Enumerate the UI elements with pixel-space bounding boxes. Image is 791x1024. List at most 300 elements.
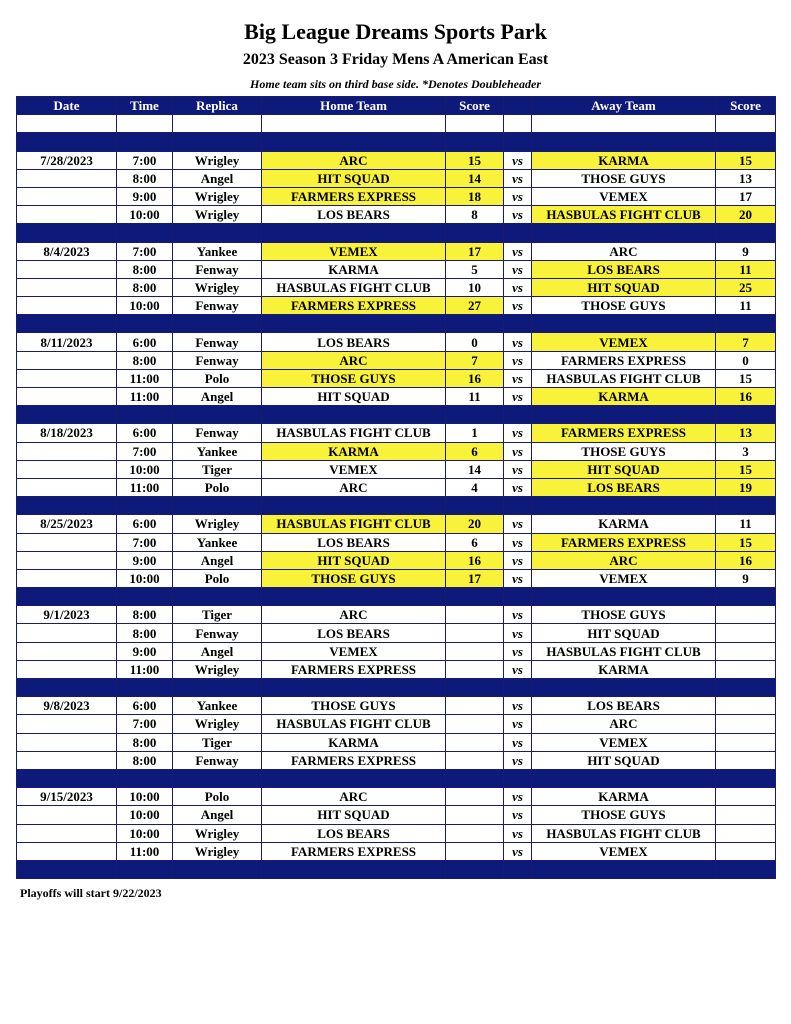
blank-cell: [446, 115, 504, 133]
game-field: Fenway: [173, 333, 262, 351]
home-team: ARC: [262, 788, 446, 806]
vs-label: vs: [504, 515, 532, 533]
game-row: [17, 842, 776, 860]
home-team: ARC: [262, 151, 446, 169]
separator-cell: [716, 315, 776, 333]
home-team: VEMEX: [262, 460, 446, 478]
game-date: [17, 806, 117, 824]
vs-label: vs: [504, 806, 532, 824]
vs-label: vs: [504, 788, 532, 806]
week-separator: [17, 497, 776, 515]
away-score: 11: [716, 515, 776, 533]
game-row: [17, 515, 776, 533]
separator-cell: [117, 588, 173, 606]
game-time: 8:00: [117, 606, 173, 624]
game-time: 8:00: [117, 169, 173, 187]
away-score: 20: [716, 206, 776, 224]
separator-cell: [117, 224, 173, 242]
game-field: Wrigley: [173, 515, 262, 533]
game-time: 9:00: [117, 551, 173, 569]
blank-cell: [716, 115, 776, 133]
game-row: [17, 206, 776, 224]
away-score: 9: [716, 569, 776, 587]
home-team: FARMERS EXPRESS: [262, 751, 446, 769]
away-team: HIT SQUAD: [532, 751, 716, 769]
home-score: [446, 824, 504, 842]
separator-cell: [173, 315, 262, 333]
game-field: Fenway: [173, 624, 262, 642]
game-row: [17, 333, 776, 351]
game-time: 8:00: [117, 260, 173, 278]
vs-label: vs: [504, 297, 532, 315]
separator-cell: [117, 315, 173, 333]
vs-label: vs: [504, 697, 532, 715]
separator-cell: [17, 224, 117, 242]
separator-cell: [532, 588, 716, 606]
separator-cell: [117, 679, 173, 697]
column-header-date: Date: [17, 97, 117, 115]
vs-label: vs: [504, 551, 532, 569]
away-score: [716, 806, 776, 824]
game-field: Tiger: [173, 460, 262, 478]
away-score: 17: [716, 187, 776, 205]
separator-cell: [117, 497, 173, 515]
away-team: ARC: [532, 551, 716, 569]
home-team: HASBULAS FIGHT CLUB: [262, 424, 446, 442]
home-team: HASBULAS FIGHT CLUB: [262, 278, 446, 296]
home-score: 11: [446, 388, 504, 406]
vs-label: vs: [504, 424, 532, 442]
away-team: KARMA: [532, 515, 716, 533]
away-score: [716, 697, 776, 715]
vs-label: vs: [504, 606, 532, 624]
vs-label: vs: [504, 715, 532, 733]
schedule-body: [17, 115, 776, 879]
game-row: [17, 369, 776, 387]
game-date: [17, 169, 117, 187]
game-date: [17, 297, 117, 315]
separator-cell: [446, 860, 504, 878]
game-date: [17, 460, 117, 478]
playoffs-note: Playoffs will start 9/22/2023: [20, 886, 162, 900]
home-score: 16: [446, 551, 504, 569]
away-score: 9: [716, 242, 776, 260]
home-score: 27: [446, 297, 504, 315]
separator-cell: [262, 497, 446, 515]
away-team: LOS BEARS: [532, 478, 716, 496]
game-time: 6:00: [117, 697, 173, 715]
game-field: Wrigley: [173, 824, 262, 842]
separator-cell: [17, 860, 117, 878]
vs-label: vs: [504, 260, 532, 278]
away-score: [716, 788, 776, 806]
separator-cell: [532, 406, 716, 424]
away-team: LOS BEARS: [532, 697, 716, 715]
separator-cell: [173, 133, 262, 151]
separator-cell: [446, 224, 504, 242]
separator-cell: [173, 224, 262, 242]
vs-label: vs: [504, 569, 532, 587]
separator-cell: [532, 133, 716, 151]
away-score: 15: [716, 460, 776, 478]
separator-cell: [262, 588, 446, 606]
away-team: HIT SQUAD: [532, 460, 716, 478]
vs-label: vs: [504, 624, 532, 642]
home-team: ARC: [262, 606, 446, 624]
vs-label: vs: [504, 442, 532, 460]
home-score: [446, 624, 504, 642]
home-team: HIT SQUAD: [262, 388, 446, 406]
game-row: [17, 606, 776, 624]
game-field: Angel: [173, 388, 262, 406]
home-score: [446, 806, 504, 824]
schedule-note: Home team sits on third base side. *Denotes Doubleheader: [250, 77, 541, 91]
game-time: 10:00: [117, 824, 173, 842]
home-score: 5: [446, 260, 504, 278]
schedule-table: [16, 96, 776, 879]
game-field: Yankee: [173, 533, 262, 551]
away-team: THOSE GUYS: [532, 442, 716, 460]
home-team: HASBULAS FIGHT CLUB: [262, 715, 446, 733]
game-date: [17, 206, 117, 224]
game-row: [17, 806, 776, 824]
game-row: [17, 533, 776, 551]
separator-cell: [446, 133, 504, 151]
separator-cell: [504, 860, 532, 878]
home-score: 8: [446, 206, 504, 224]
game-date: [17, 551, 117, 569]
game-date: 9/1/2023: [17, 606, 117, 624]
game-time: 8:00: [117, 751, 173, 769]
game-date: [17, 842, 117, 860]
separator-cell: [262, 315, 446, 333]
home-team: KARMA: [262, 442, 446, 460]
game-row: [17, 697, 776, 715]
separator-cell: [17, 769, 117, 787]
game-row: [17, 551, 776, 569]
away-score: [716, 733, 776, 751]
separator-cell: [173, 497, 262, 515]
home-team: LOS BEARS: [262, 624, 446, 642]
away-score: [716, 642, 776, 660]
blank-cell: [17, 115, 117, 133]
vs-label: vs: [504, 388, 532, 406]
home-team: LOS BEARS: [262, 206, 446, 224]
home-team: HIT SQUAD: [262, 551, 446, 569]
vs-label: vs: [504, 369, 532, 387]
home-score: 10: [446, 278, 504, 296]
separator-cell: [716, 588, 776, 606]
game-time: 6:00: [117, 333, 173, 351]
game-field: Tiger: [173, 606, 262, 624]
away-score: 15: [716, 151, 776, 169]
blank-cell: [262, 115, 446, 133]
home-score: [446, 642, 504, 660]
column-header-away-team: Away Team: [532, 97, 716, 115]
game-row: [17, 660, 776, 678]
game-field: Tiger: [173, 733, 262, 751]
away-team: KARMA: [532, 388, 716, 406]
separator-cell: [532, 679, 716, 697]
game-row: [17, 187, 776, 205]
game-date: [17, 369, 117, 387]
separator-cell: [173, 406, 262, 424]
home-team: LOS BEARS: [262, 533, 446, 551]
separator-cell: [117, 406, 173, 424]
separator-cell: [173, 679, 262, 697]
away-team: THOSE GUYS: [532, 606, 716, 624]
game-time: 8:00: [117, 351, 173, 369]
vs-label: vs: [504, 151, 532, 169]
away-score: 19: [716, 478, 776, 496]
vs-label: vs: [504, 278, 532, 296]
game-time: 10:00: [117, 460, 173, 478]
home-team: FARMERS EXPRESS: [262, 297, 446, 315]
home-score: [446, 842, 504, 860]
game-row: [17, 351, 776, 369]
game-field: Angel: [173, 551, 262, 569]
game-field: Angel: [173, 642, 262, 660]
game-time: 9:00: [117, 642, 173, 660]
game-date: 8/18/2023: [17, 424, 117, 442]
game-field: Fenway: [173, 751, 262, 769]
separator-cell: [716, 406, 776, 424]
vs-label: vs: [504, 824, 532, 842]
game-row: [17, 388, 776, 406]
game-row: [17, 242, 776, 260]
game-row: [17, 624, 776, 642]
game-time: 7:00: [117, 715, 173, 733]
game-field: Angel: [173, 169, 262, 187]
separator-cell: [446, 769, 504, 787]
separator-cell: [504, 679, 532, 697]
separator-cell: [262, 406, 446, 424]
away-team: VEMEX: [532, 333, 716, 351]
game-field: Wrigley: [173, 206, 262, 224]
away-score: [716, 824, 776, 842]
away-team: THOSE GUYS: [532, 169, 716, 187]
game-field: Wrigley: [173, 660, 262, 678]
separator-cell: [262, 679, 446, 697]
game-field: Polo: [173, 478, 262, 496]
game-row: [17, 788, 776, 806]
away-score: [716, 624, 776, 642]
game-field: Yankee: [173, 697, 262, 715]
game-time: 10:00: [117, 206, 173, 224]
home-score: 14: [446, 169, 504, 187]
game-date: [17, 478, 117, 496]
home-team: FARMERS EXPRESS: [262, 842, 446, 860]
separator-cell: [262, 224, 446, 242]
separator-cell: [262, 860, 446, 878]
separator-cell: [17, 315, 117, 333]
away-team: HASBULAS FIGHT CLUB: [532, 642, 716, 660]
separator-cell: [17, 497, 117, 515]
home-score: 14: [446, 460, 504, 478]
away-team: KARMA: [532, 788, 716, 806]
game-time: 6:00: [117, 424, 173, 442]
game-field: Wrigley: [173, 842, 262, 860]
home-score: 16: [446, 369, 504, 387]
game-field: Wrigley: [173, 278, 262, 296]
separator-cell: [532, 315, 716, 333]
away-team: ARC: [532, 242, 716, 260]
away-score: [716, 660, 776, 678]
home-team: LOS BEARS: [262, 824, 446, 842]
game-field: Angel: [173, 806, 262, 824]
separator-cell: [262, 133, 446, 151]
game-date: [17, 388, 117, 406]
game-time: 11:00: [117, 369, 173, 387]
away-team: FARMERS EXPRESS: [532, 424, 716, 442]
away-score: 0: [716, 351, 776, 369]
home-team: LOS BEARS: [262, 333, 446, 351]
game-date: [17, 660, 117, 678]
game-date: 9/15/2023: [17, 788, 117, 806]
separator-cell: [17, 133, 117, 151]
vs-label: vs: [504, 206, 532, 224]
away-score: 25: [716, 278, 776, 296]
game-time: 8:00: [117, 278, 173, 296]
vs-label: vs: [504, 169, 532, 187]
away-team: KARMA: [532, 151, 716, 169]
home-team: ARC: [262, 351, 446, 369]
vs-label: vs: [504, 660, 532, 678]
column-header-home-score: Score: [446, 97, 504, 115]
separator-cell: [504, 224, 532, 242]
vs-label: vs: [504, 478, 532, 496]
separator-cell: [173, 769, 262, 787]
separator-cell: [173, 860, 262, 878]
separator-cell: [716, 679, 776, 697]
home-score: [446, 697, 504, 715]
separator-cell: [716, 769, 776, 787]
away-score: [716, 751, 776, 769]
game-row: [17, 297, 776, 315]
blank-cell: [117, 115, 173, 133]
separator-cell: [532, 497, 716, 515]
separator-cell: [17, 679, 117, 697]
away-score: 16: [716, 388, 776, 406]
away-team: VEMEX: [532, 187, 716, 205]
separator-cell: [17, 406, 117, 424]
game-date: 9/8/2023: [17, 697, 117, 715]
game-time: 8:00: [117, 624, 173, 642]
away-team: LOS BEARS: [532, 260, 716, 278]
game-row: [17, 478, 776, 496]
vs-label: vs: [504, 842, 532, 860]
separator-cell: [446, 588, 504, 606]
game-time: 11:00: [117, 660, 173, 678]
week-separator: [17, 315, 776, 333]
home-score: [446, 606, 504, 624]
week-separator: [17, 860, 776, 878]
home-score: 18: [446, 187, 504, 205]
game-field: Yankee: [173, 242, 262, 260]
away-team: HIT SQUAD: [532, 278, 716, 296]
week-separator: [17, 406, 776, 424]
game-row: [17, 824, 776, 842]
away-team: VEMEX: [532, 842, 716, 860]
game-date: [17, 278, 117, 296]
home-score: [446, 788, 504, 806]
home-team: FARMERS EXPRESS: [262, 187, 446, 205]
away-team: HASBULAS FIGHT CLUB: [532, 206, 716, 224]
week-separator: [17, 588, 776, 606]
home-team: THOSE GUYS: [262, 369, 446, 387]
home-score: 4: [446, 478, 504, 496]
vs-label: vs: [504, 460, 532, 478]
separator-cell: [504, 497, 532, 515]
game-field: Fenway: [173, 297, 262, 315]
blank-cell: [173, 115, 262, 133]
game-time: 8:00: [117, 733, 173, 751]
week-separator: [17, 769, 776, 787]
game-time: 7:00: [117, 442, 173, 460]
game-row: [17, 442, 776, 460]
game-date: 8/25/2023: [17, 515, 117, 533]
game-row: [17, 260, 776, 278]
vs-label: vs: [504, 187, 532, 205]
away-score: 15: [716, 533, 776, 551]
away-score: 11: [716, 297, 776, 315]
week-separator: [17, 224, 776, 242]
game-field: Fenway: [173, 424, 262, 442]
vs-label: vs: [504, 351, 532, 369]
column-header-replica: Replica: [173, 97, 262, 115]
away-team: VEMEX: [532, 733, 716, 751]
game-time: 7:00: [117, 151, 173, 169]
game-date: [17, 715, 117, 733]
game-row: [17, 751, 776, 769]
separator-cell: [446, 406, 504, 424]
game-time: 10:00: [117, 297, 173, 315]
separator-cell: [173, 588, 262, 606]
away-team: FARMERS EXPRESS: [532, 351, 716, 369]
separator-cell: [117, 860, 173, 878]
home-team: HIT SQUAD: [262, 169, 446, 187]
game-time: 10:00: [117, 806, 173, 824]
home-team: THOSE GUYS: [262, 697, 446, 715]
game-time: 10:00: [117, 569, 173, 587]
away-score: 3: [716, 442, 776, 460]
away-score: 7: [716, 333, 776, 351]
vs-label: vs: [504, 642, 532, 660]
game-time: 7:00: [117, 242, 173, 260]
game-field: Wrigley: [173, 187, 262, 205]
page-subtitle: 2023 Season 3 Friday Mens A American East: [242, 51, 549, 68]
home-score: 0: [446, 333, 504, 351]
home-score: 20: [446, 515, 504, 533]
home-team: KARMA: [262, 260, 446, 278]
home-team: HASBULAS FIGHT CLUB: [262, 515, 446, 533]
away-score: [716, 842, 776, 860]
blank-cell: [504, 115, 532, 133]
separator-cell: [504, 315, 532, 333]
home-team: VEMEX: [262, 242, 446, 260]
away-team: THOSE GUYS: [532, 297, 716, 315]
vs-label: vs: [504, 333, 532, 351]
separator-cell: [716, 497, 776, 515]
separator-cell: [504, 769, 532, 787]
home-team: KARMA: [262, 733, 446, 751]
away-score: 15: [716, 369, 776, 387]
home-team: THOSE GUYS: [262, 569, 446, 587]
away-team: THOSE GUYS: [532, 806, 716, 824]
game-time: 11:00: [117, 478, 173, 496]
vs-label: vs: [504, 242, 532, 260]
home-score: 17: [446, 242, 504, 260]
